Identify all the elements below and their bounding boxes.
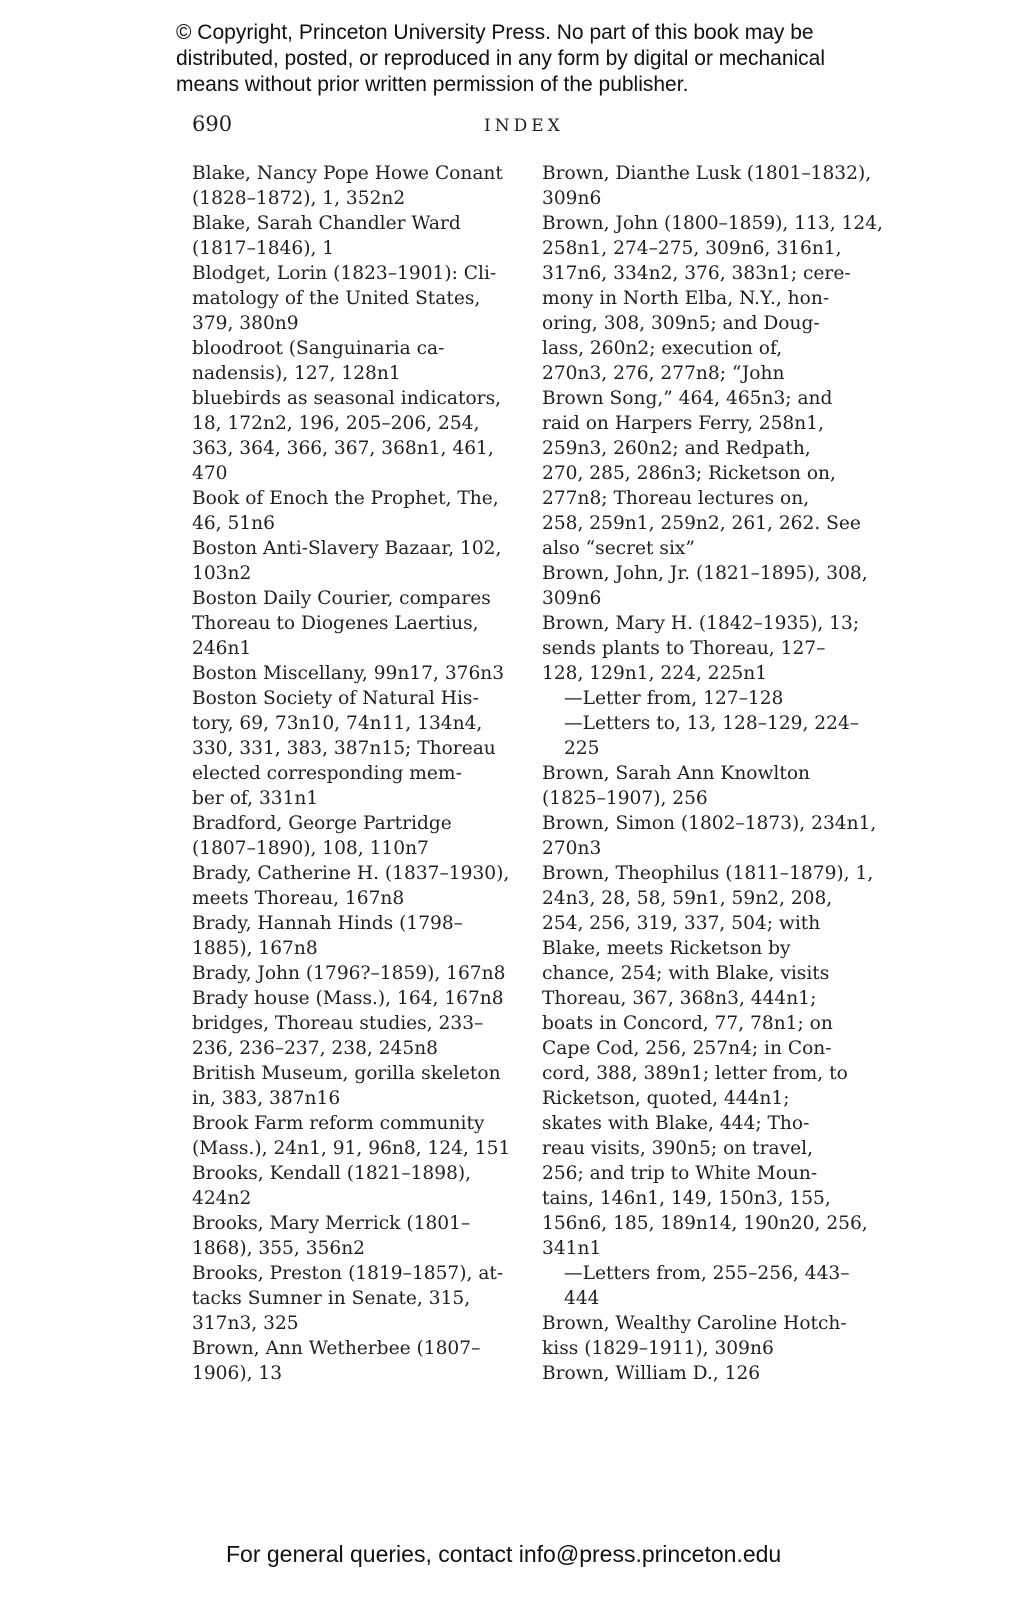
index-entry-line: ber of, 331n1 — [192, 788, 319, 809]
index-entry-line: Brown, Mary H. (1842–1935), 13; — [542, 613, 860, 634]
index-entry-line: Brook Farm reform community — [192, 1113, 485, 1134]
index-entry-line: 259n3, 260n2; and Redpath, — [542, 438, 811, 459]
running-head — [192, 110, 862, 140]
index-entry — [192, 1111, 522, 1161]
index-entry-line: —Letter from, 127–128 — [564, 688, 784, 709]
index-entry — [542, 561, 872, 611]
index-entry-line: bloodroot (Sanguinaria ca- — [192, 338, 445, 359]
index-entry — [192, 686, 522, 811]
index-entry — [192, 1336, 522, 1386]
index-entry-line: British Museum, gorilla skeleton — [192, 1063, 501, 1084]
index-entry-line: —Letters to, 13, 128–129, 224– — [564, 713, 860, 734]
index-entry-line: 18, 172n2, 196, 205–206, 254, — [192, 413, 480, 434]
index-column-left — [192, 161, 522, 1386]
index-entry-line: 270, 285, 286n3; Ricketson on, — [542, 463, 836, 484]
index-entry-line: 1868), 355, 356n2 — [192, 1238, 365, 1259]
index-entry-line: (1825–1907), 256 — [542, 788, 708, 809]
index-subentry — [542, 711, 872, 761]
index-entry-line: 341n1 — [542, 1238, 602, 1259]
index-entry-line: oring, 308, 309n5; and Doug- — [542, 313, 820, 334]
index-entry — [192, 961, 522, 986]
index-entry-line: 363, 364, 366, 367, 368n1, 461, — [192, 438, 494, 459]
index-entry-line: 256; and trip to White Moun- — [542, 1163, 818, 1184]
index-entry-line: Boston Miscellany, 99n17, 376n3 — [192, 663, 505, 684]
index-entry-line: Brady, John (1796?–1859), 167n8 — [192, 963, 506, 984]
index-entry-line: mony in North Elba, N.Y., hon- — [542, 288, 830, 309]
index-entry-line: 330, 331, 383, 387n15; Thoreau — [192, 738, 496, 759]
index-entry — [192, 211, 522, 261]
index-entry-line: Brady, Hannah Hinds (1798– — [192, 913, 463, 934]
index-entry-line: also “secret six” — [542, 538, 695, 559]
index-entry — [192, 386, 522, 486]
index-entry — [192, 261, 522, 336]
index-entry-line: tacks Sumner in Senate, 315, — [192, 1288, 471, 1309]
index-entry-line: Brown, Simon (1802–1873), 234n1, — [542, 813, 877, 834]
index-entry-line: 277n8; Thoreau lectures on, — [542, 488, 810, 509]
copyright-line: © Copyright, Princeton University Press. No part of this book may be — [176, 21, 814, 44]
index-entry-line: boats in Concord, 77, 78n1; on — [542, 1013, 833, 1034]
index-entry-line: Brooks, Kendall (1821–1898), — [192, 1163, 472, 1184]
index-entry — [542, 1311, 872, 1361]
index-entry-line: Blake, meets Ricketson by — [542, 938, 791, 959]
index-entry-line: 379, 380n9 — [192, 313, 299, 334]
index-entry-line: skates with Blake, 444; Tho- — [542, 1113, 810, 1134]
index-entry-line: reau visits, 390n5; on travel, — [542, 1138, 813, 1159]
index-entry-line: 444 — [564, 1288, 600, 1309]
index-entry-line: (1817–1846), 1 — [192, 238, 335, 259]
index-entry-line: (1828–1872), 1, 352n2 — [192, 188, 406, 209]
index-entry-line: Brady, Catherine H. (1837–1930), — [192, 863, 510, 884]
index-entry — [192, 861, 522, 911]
index-entry-line: Brown, William D., 126 — [542, 1363, 761, 1384]
index-entry-line: kiss (1829–1911), 309n6 — [542, 1338, 774, 1359]
index-subentry — [542, 1261, 872, 1311]
index-column-right — [542, 161, 883, 1386]
index-entry-line: elected corresponding mem- — [192, 763, 462, 784]
index-entry-line: bridges, Thoreau studies, 233– — [192, 1013, 484, 1034]
index-entry — [542, 861, 872, 1261]
contact-footer: For general queries, contact info@press.princeton.edu — [226, 1541, 782, 1567]
index-entry-line: tains, 146n1, 149, 150n3, 155, — [542, 1188, 831, 1209]
index-entry — [192, 1211, 522, 1261]
index-entry — [192, 1011, 522, 1061]
index-entry-line: 309n6 — [542, 588, 602, 609]
index-entry-line: nadensis), 127, 128n1 — [192, 363, 401, 384]
index-entry-line: 225 — [564, 738, 600, 759]
index-entry-line: 128, 129n1, 224, 225n1 — [542, 663, 768, 684]
index-entry — [542, 611, 872, 686]
index-entry — [192, 336, 522, 386]
index-entry-line: Boston Society of Natural His- — [192, 688, 479, 709]
index-entry — [192, 1061, 522, 1111]
index-entry-line: cord, 388, 389n1; letter from, to — [542, 1063, 848, 1084]
index-entry-line: Book of Enoch the Prophet, The, — [192, 488, 499, 509]
index-entry-line: in, 383, 387n16 — [192, 1088, 341, 1109]
index-entry — [192, 536, 522, 586]
index-entry-line: Brown, Theophilus (1811–1879), 1, — [542, 863, 874, 884]
index-entry — [192, 1261, 522, 1336]
index-entry-line: raid on Harpers Ferry, 258n1, — [542, 413, 824, 434]
index-entry-line: 424n2 — [192, 1188, 252, 1209]
index-entry-line: 1885), 167n8 — [192, 938, 318, 959]
index-entry-line: 236, 236–237, 238, 245n8 — [192, 1038, 439, 1059]
copyright-line: means without prior written permission of the publisher. — [176, 73, 689, 96]
index-entry-line: 103n2 — [192, 563, 252, 584]
index-entry — [192, 1161, 522, 1211]
section-title: INDEX — [484, 116, 564, 136]
index-entry — [542, 761, 872, 811]
index-entry-line: —Letters from, 255–256, 443– — [564, 1263, 850, 1284]
index-entry-line: 470 — [192, 463, 228, 484]
index-entry-line: 270n3 — [542, 838, 602, 859]
index-entry-line: Thoreau, 367, 368n3, 444n1; — [542, 988, 817, 1009]
copyright-notice — [176, 20, 876, 98]
index-entry — [192, 486, 522, 536]
index-entry — [192, 586, 522, 661]
index-entry — [542, 211, 883, 561]
index-entry-line: 46, 51n6 — [192, 513, 275, 534]
index-entry-line: Thoreau to Diogenes Laertius, — [192, 613, 479, 634]
index-entry-line: 24n3, 28, 58, 59n1, 59n2, 208, — [542, 888, 833, 909]
index-entry-line: Brown, Sarah Ann Knowlton — [542, 763, 810, 784]
index-entry-line: Brown, Ann Wetherbee (1807– — [192, 1338, 481, 1359]
index-entry-line: lass, 260n2; execution of, — [542, 338, 783, 359]
index-entry-line: chance, 254; with Blake, visits — [542, 963, 830, 984]
index-entry — [192, 911, 522, 961]
index-entry — [192, 811, 522, 861]
index-entry-line: 309n6 — [542, 188, 602, 209]
index-entry-line: Blodget, Lorin (1823–1901): Cli- — [192, 263, 497, 284]
index-entry-line: 254, 256, 319, 337, 504; with — [542, 913, 821, 934]
index-entry-line: tory, 69, 73n10, 74n11, 134n4, — [192, 713, 483, 734]
index-entry-line: 156n6, 185, 189n14, 190n20, 256, — [542, 1213, 868, 1234]
index-entry-line: Brooks, Mary Merrick (1801– — [192, 1213, 471, 1234]
index-entry-line: 1906), 13 — [192, 1363, 283, 1384]
index-entry-line: Blake, Sarah Chandler Ward — [192, 213, 461, 234]
index-entry-line: bluebirds as seasonal indicators, — [192, 388, 502, 409]
index-entry-line: Brown Song,” 464, 465n3; and — [542, 388, 833, 409]
index-entry-line: 317n6, 334n2, 376, 383n1; cere- — [542, 263, 851, 284]
index-entry-line: Bradford, George Partridge — [192, 813, 452, 834]
index-entry-line: (1807–1890), 108, 110n7 — [192, 838, 429, 859]
index-entry — [542, 811, 877, 861]
index-entry — [192, 161, 522, 211]
index-entry-line: Brown, Dianthe Lusk (1801–1832), — [542, 163, 872, 184]
index-entry-line: Ricketson, quoted, 444n1; — [542, 1088, 790, 1109]
index-entry-line: Brooks, Preston (1819–1857), at- — [192, 1263, 504, 1284]
index-entry-line: 258n1, 274–275, 309n6, 316n1, — [542, 238, 842, 259]
index-entry — [542, 161, 872, 211]
index-entry-line: 258, 259n1, 259n2, 261, 262. See — [542, 513, 861, 534]
page-number: 690 — [192, 112, 233, 136]
index-entry-line: (Mass.), 24n1, 91, 96n8, 124, 151 — [192, 1138, 511, 1159]
index-entry-line: meets Thoreau, 167n8 — [192, 888, 405, 909]
index-entry-line: Cape Cod, 256, 257n4; in Con- — [542, 1038, 832, 1059]
index-entry — [192, 661, 522, 686]
index-entry-line: Brown, John (1800–1859), 113, 124, — [542, 213, 883, 234]
index-entry-line: Blake, Nancy Pope Howe Conant — [192, 163, 503, 184]
index-entry-line: Brady house (Mass.), 164, 167n8 — [192, 988, 504, 1009]
index-entry-line: Boston Anti-Slavery Bazaar, 102, — [192, 538, 502, 559]
copyright-line: distributed, posted, or reproduced in any form by digital or mechanical — [176, 47, 826, 70]
index-entry-line: sends plants to Thoreau, 127– — [542, 638, 826, 659]
index-entry-line: Brown, Wealthy Caroline Hotch- — [542, 1313, 847, 1334]
index-entry-line: 246n1 — [192, 638, 252, 659]
index-entry-line: Brown, John, Jr. (1821–1895), 308, — [542, 563, 868, 584]
index-subentry — [542, 686, 872, 711]
index-entry — [542, 1361, 872, 1386]
index-entry — [192, 986, 522, 1011]
index-entry-line: Boston Daily Courier, compares — [192, 588, 491, 609]
index-entry-line: 317n3, 325 — [192, 1313, 299, 1334]
index-entry-line: 270n3, 276, 277n8; “John — [542, 363, 785, 384]
index-entry-line: matology of the United States, — [192, 288, 481, 309]
